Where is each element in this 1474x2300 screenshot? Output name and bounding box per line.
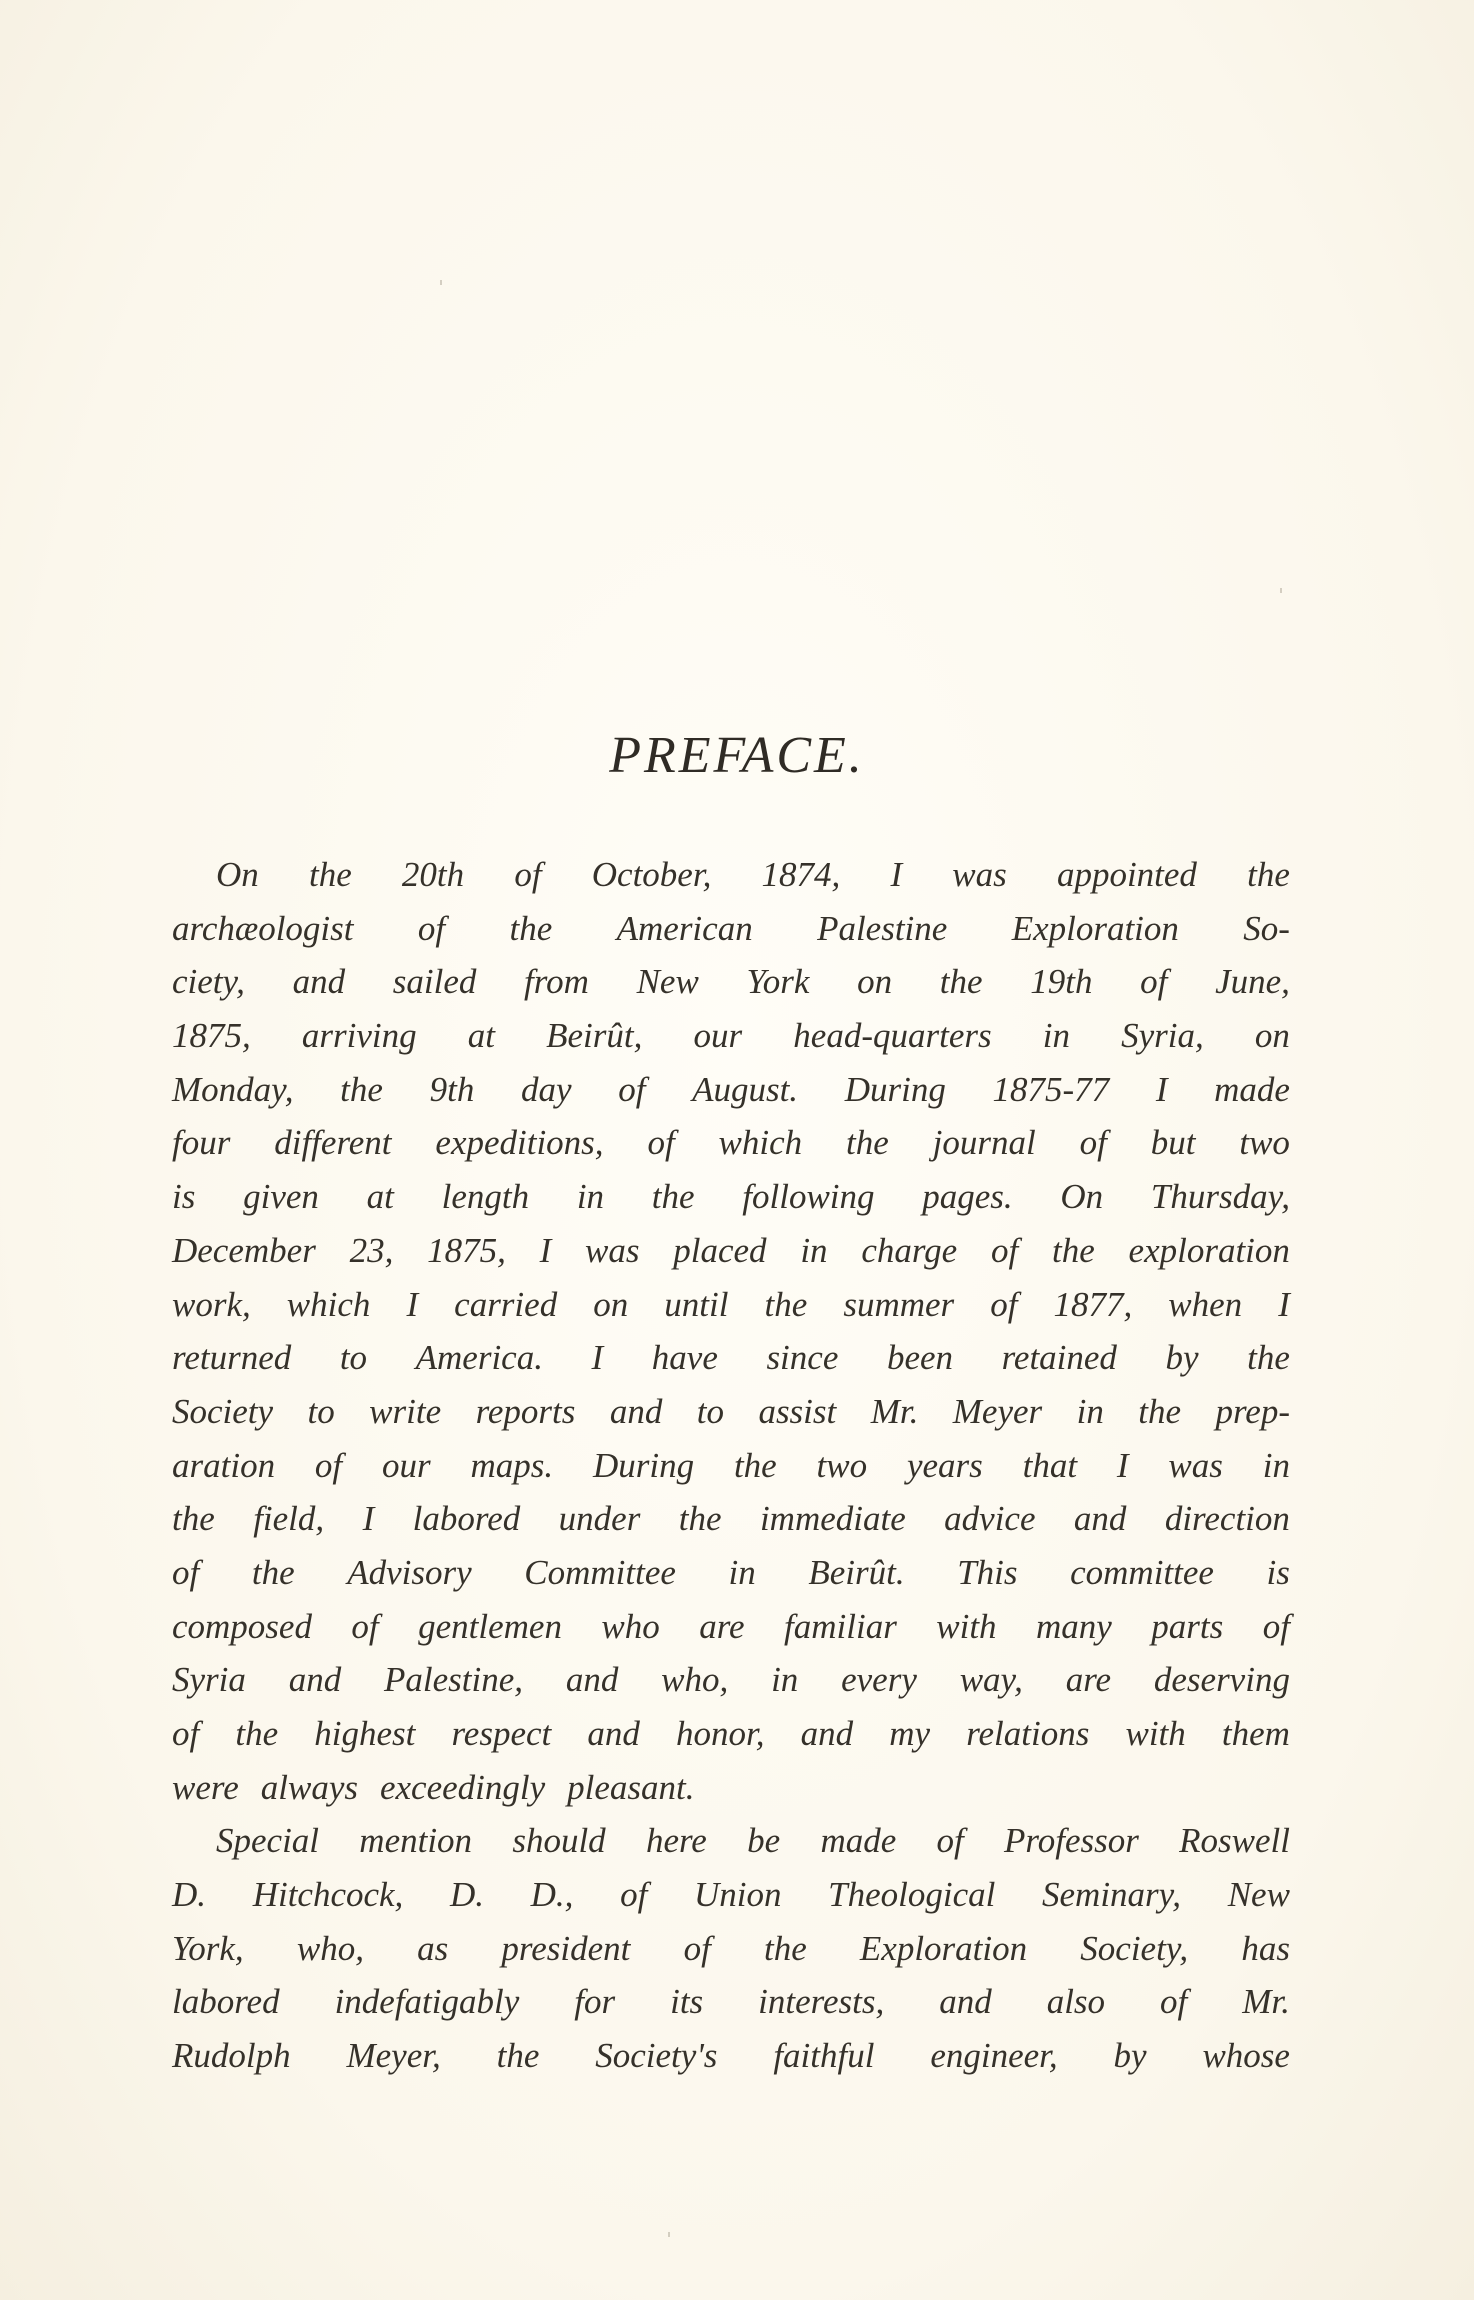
word: Palestine	[817, 908, 948, 948]
word: carried	[454, 1284, 558, 1324]
word: So-	[1243, 908, 1290, 948]
word: made	[1214, 1069, 1290, 1109]
word: on	[593, 1284, 629, 1324]
word: 20th	[401, 855, 465, 894]
word: York	[746, 962, 810, 1002]
word: Mr.	[1242, 1982, 1290, 2022]
word: with	[1125, 1714, 1186, 1753]
word: Syria	[172, 1660, 246, 1700]
word: also	[1046, 1982, 1106, 2022]
word: every	[841, 1660, 917, 1700]
word: During	[592, 1445, 695, 1485]
word: on	[1254, 1016, 1290, 1056]
word: in	[771, 1660, 799, 1700]
word: should	[512, 1821, 606, 1861]
word: different	[274, 1123, 392, 1163]
word: During	[844, 1069, 946, 1109]
text-line	[172, 1278, 1290, 1332]
word: highest	[314, 1714, 416, 1753]
word: and	[565, 1660, 619, 1700]
word: D.	[172, 1875, 207, 1915]
word: them	[1221, 1714, 1290, 1753]
text-line	[172, 1761, 1290, 1815]
preface-body	[172, 848, 1290, 2083]
word: of	[990, 1284, 1018, 1324]
word: prep-	[1215, 1391, 1290, 1431]
word: who,	[296, 1928, 364, 1968]
word: of	[351, 1606, 379, 1646]
text-line	[172, 1814, 1290, 1868]
word: been	[886, 1338, 954, 1378]
text-line	[172, 1707, 1290, 1761]
word: and	[1073, 1499, 1127, 1539]
word: reports	[475, 1391, 576, 1431]
word: the	[251, 1552, 295, 1592]
word: and	[587, 1714, 640, 1753]
word: faithful	[773, 2036, 875, 2076]
word: This	[957, 1552, 1018, 1592]
word: of	[620, 1875, 648, 1915]
word: in	[576, 1177, 605, 1217]
word: I	[362, 1499, 375, 1539]
word: of	[1262, 1606, 1290, 1646]
word: the	[1247, 1338, 1290, 1378]
word: president	[501, 1928, 631, 1968]
word: who	[601, 1606, 660, 1646]
word: Society	[172, 1391, 274, 1431]
word: the	[846, 1123, 889, 1163]
word: and	[288, 1660, 342, 1700]
paper-speck	[668, 2232, 670, 2237]
word: our	[382, 1445, 431, 1485]
text-line	[172, 1653, 1290, 1707]
word: October,	[591, 855, 712, 894]
word: parts	[1151, 1606, 1224, 1646]
word: charge	[861, 1230, 958, 1270]
word: of	[683, 1928, 711, 1968]
word: I	[406, 1284, 419, 1324]
paragraph	[172, 1814, 1290, 2082]
word: Thursday,	[1150, 1177, 1290, 1217]
word: of	[1140, 962, 1168, 1002]
word: placed	[673, 1230, 767, 1270]
word: day	[520, 1069, 572, 1109]
word: respect	[451, 1714, 552, 1753]
word: advice	[944, 1499, 1036, 1539]
word: composed	[172, 1606, 312, 1646]
word: until	[664, 1284, 729, 1324]
word: length	[441, 1177, 530, 1217]
word: familiar	[784, 1606, 897, 1646]
word: the	[340, 1069, 383, 1109]
word: Seminary,	[1042, 1875, 1182, 1915]
paper-speck	[440, 280, 442, 285]
word: Committee	[524, 1552, 676, 1592]
word: to	[339, 1338, 368, 1378]
word: of	[172, 1552, 200, 1592]
word: New	[636, 962, 699, 1002]
text-line	[172, 1922, 1290, 1976]
word: given	[243, 1177, 319, 1217]
word: Syria,	[1121, 1016, 1204, 1056]
word: aration	[172, 1445, 276, 1485]
word: immediate	[759, 1499, 906, 1539]
word: Beirût,	[546, 1016, 643, 1056]
word: the	[764, 1284, 808, 1324]
word: of	[1160, 1982, 1188, 2022]
word: in	[800, 1230, 828, 1270]
word: New	[1227, 1875, 1290, 1915]
word: and	[609, 1391, 663, 1431]
word: whose	[1202, 2036, 1290, 2076]
word: indefatigably	[334, 1982, 520, 2022]
word: be	[747, 1821, 781, 1861]
word: sailed	[392, 962, 477, 1002]
word: by	[1113, 2036, 1147, 2076]
word: labored	[412, 1499, 521, 1539]
word: four	[172, 1123, 231, 1163]
word: 1877,	[1053, 1284, 1133, 1324]
word: labored	[172, 1982, 280, 2022]
word: ciety,	[172, 962, 245, 1002]
word: 1875,	[172, 1016, 251, 1056]
word: 1875-77	[992, 1069, 1110, 1109]
text-line	[172, 1116, 1290, 1170]
word: is	[1266, 1552, 1290, 1592]
word: head-quarters	[793, 1016, 992, 1056]
word: that	[1022, 1445, 1078, 1485]
word: of	[618, 1069, 646, 1109]
word: with	[936, 1606, 997, 1646]
word: Beirût.	[808, 1552, 905, 1592]
word: 9th	[429, 1069, 475, 1109]
word: way,	[959, 1660, 1023, 1700]
word: years	[906, 1445, 983, 1485]
word: mention	[359, 1821, 473, 1861]
word: of	[936, 1821, 964, 1861]
word: I	[591, 1338, 604, 1378]
word: and	[292, 962, 346, 1002]
word: direction	[1164, 1499, 1290, 1539]
word: Theological	[828, 1875, 996, 1915]
word: August.	[692, 1069, 799, 1109]
word: returned	[172, 1338, 292, 1378]
word: Palestine,	[384, 1660, 524, 1700]
paragraph	[172, 848, 1290, 1814]
word: at	[366, 1177, 394, 1217]
word: 23,	[349, 1230, 394, 1270]
word: for	[574, 1982, 616, 2022]
word: have	[651, 1338, 718, 1378]
word: retained	[1001, 1338, 1117, 1378]
text-line	[172, 1331, 1290, 1385]
word: the	[509, 908, 553, 948]
word: York,	[172, 1928, 244, 1968]
word: Special	[216, 1821, 320, 1861]
word: write	[369, 1391, 442, 1431]
word: to	[307, 1391, 335, 1431]
word: Roswell	[1179, 1821, 1290, 1861]
text-line	[172, 1492, 1290, 1546]
word: were	[172, 1767, 239, 1807]
word: Hitchcock,	[252, 1875, 404, 1915]
text-line	[172, 1385, 1290, 1439]
text-line	[172, 1009, 1290, 1063]
word: honor,	[676, 1714, 765, 1753]
word: and	[939, 1982, 992, 2022]
word: 1874,	[761, 855, 841, 894]
text-line	[172, 1868, 1290, 1922]
word: D.,	[530, 1875, 574, 1915]
word: the	[1247, 855, 1290, 894]
word: since	[766, 1338, 839, 1378]
word: the	[733, 1445, 777, 1485]
word: gentlemen	[418, 1606, 562, 1646]
word: Exploration	[1011, 908, 1179, 948]
text-line	[172, 2029, 1290, 2083]
word: Monday,	[172, 1069, 294, 1109]
word: the	[939, 962, 983, 1002]
word: maps.	[470, 1445, 554, 1485]
text-line	[172, 902, 1290, 956]
text-line	[172, 1170, 1290, 1224]
text-line	[172, 1063, 1290, 1117]
word: as	[417, 1928, 449, 1968]
word: by	[1165, 1338, 1199, 1378]
word: of	[1079, 1123, 1107, 1163]
word: journal	[932, 1123, 1036, 1163]
word: and	[800, 1714, 854, 1753]
word: here	[645, 1821, 707, 1861]
word: Meyer	[952, 1391, 1043, 1431]
word: On	[1060, 1177, 1104, 1217]
text-line	[172, 1546, 1290, 1600]
word: Meyer,	[346, 2036, 441, 2076]
word: of	[417, 908, 446, 948]
word: two	[816, 1445, 868, 1485]
word: I	[1116, 1445, 1129, 1485]
word: the	[651, 1177, 695, 1217]
word: Advisory	[347, 1552, 472, 1592]
word: field,	[253, 1499, 325, 1539]
word: which	[286, 1284, 371, 1324]
text-line	[172, 848, 1290, 902]
word: appointed	[1056, 855, 1197, 894]
word: exploration	[1128, 1230, 1290, 1270]
text-line	[172, 1600, 1290, 1654]
word: was	[952, 855, 1007, 894]
word: when	[1168, 1284, 1243, 1324]
word: following	[742, 1177, 875, 1217]
paper-speck	[1280, 588, 1282, 593]
word: December	[172, 1230, 316, 1270]
word: assist	[758, 1391, 837, 1431]
word: I	[1278, 1284, 1290, 1324]
word: I	[539, 1230, 552, 1270]
word: of	[172, 1714, 200, 1753]
word: Union	[693, 1875, 782, 1915]
word: arriving	[301, 1016, 417, 1056]
word: 1875,	[427, 1230, 506, 1270]
text-line	[172, 1224, 1290, 1278]
word: to	[696, 1391, 724, 1431]
word: relations	[966, 1714, 1090, 1753]
word: archæologist	[172, 908, 354, 948]
word: pages.	[922, 1177, 1013, 1217]
word: my	[889, 1714, 931, 1753]
word: engineer,	[930, 2036, 1058, 2076]
word: American	[616, 908, 753, 948]
word: Mr.	[870, 1391, 919, 1431]
word: was	[1168, 1445, 1223, 1485]
word: of	[514, 855, 542, 894]
word: was	[585, 1230, 640, 1270]
word: pleasant.	[567, 1767, 695, 1807]
word: expeditions,	[435, 1123, 604, 1163]
text-line	[172, 1439, 1290, 1493]
word: two	[1239, 1123, 1290, 1163]
word: the	[172, 1499, 215, 1539]
word: work,	[172, 1284, 251, 1324]
word: interests,	[758, 1982, 885, 2022]
word: the	[763, 1928, 807, 1968]
word: exceedingly	[379, 1767, 546, 1807]
word: the	[235, 1714, 279, 1753]
word: under	[558, 1499, 641, 1539]
word: Society,	[1080, 1928, 1189, 1968]
word: of	[647, 1123, 675, 1163]
word: the	[496, 2036, 540, 2076]
word: 19th	[1030, 962, 1093, 1002]
word: I	[1155, 1069, 1168, 1109]
word: always	[260, 1767, 358, 1807]
word: Exploration	[859, 1928, 1028, 1968]
word: of	[991, 1230, 1019, 1270]
word: in	[1042, 1016, 1070, 1056]
word: in	[728, 1552, 756, 1592]
word: are	[1065, 1660, 1112, 1700]
word: has	[1241, 1928, 1290, 1968]
word: Rudolph	[172, 2036, 291, 2076]
word: its	[670, 1982, 704, 2022]
word: June,	[1215, 962, 1290, 1002]
word: summer	[843, 1284, 955, 1324]
word: on	[857, 962, 893, 1002]
word: Professor	[1004, 1821, 1139, 1861]
word: from	[524, 962, 589, 1002]
word: are	[699, 1606, 745, 1646]
word: the	[308, 855, 352, 894]
word: many	[1036, 1606, 1112, 1646]
word: On	[216, 855, 259, 894]
word: committee	[1070, 1552, 1214, 1592]
word: I	[890, 855, 903, 894]
word: who,	[661, 1660, 729, 1700]
word: D.	[449, 1875, 484, 1915]
word: the	[1052, 1230, 1095, 1270]
word: Society's	[595, 2036, 718, 2076]
word: in	[1076, 1391, 1104, 1431]
word: but	[1150, 1123, 1196, 1163]
word: is	[172, 1177, 196, 1217]
word: our	[693, 1016, 743, 1056]
text-line	[172, 955, 1290, 1009]
word: at	[467, 1016, 495, 1056]
word: which	[718, 1123, 803, 1163]
word: the	[1138, 1391, 1182, 1431]
word: made	[820, 1821, 897, 1861]
word: of	[314, 1445, 343, 1485]
word: in	[1262, 1445, 1290, 1485]
word: America.	[415, 1338, 543, 1378]
text-line	[172, 1975, 1290, 2029]
word: the	[678, 1499, 722, 1539]
page-heading: PREFACE.	[609, 727, 865, 784]
word: deserving	[1153, 1660, 1290, 1700]
